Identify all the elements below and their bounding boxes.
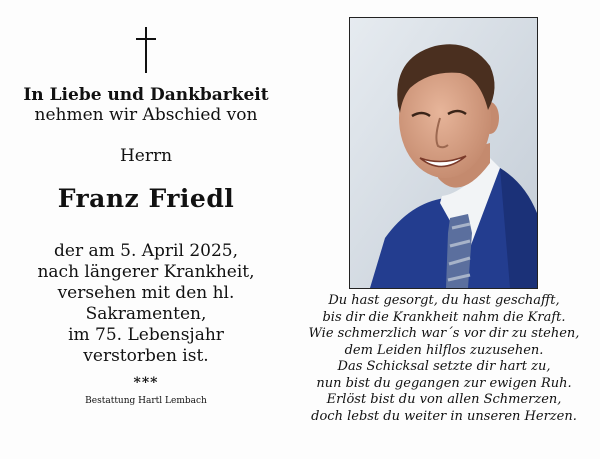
details-block [0,241,292,367]
poem-line-3: Wie schmerzlich war´s vor dir zu stehen, [308,326,580,341]
poem-line-2: bis dir die Krankheit nahm die Kraft. [322,309,566,325]
intro-block [0,85,292,125]
poem-line-4: dem Leiden hilflos zuzusehen. [344,342,544,358]
portrait-photo [349,17,538,289]
poem-line-5: Das Schicksal setzte dir hart zu, [337,359,551,374]
separator-stars: *** [133,375,159,391]
detail-line-2: nach längerer Krankheit, [37,262,255,282]
detail-line-4: im 75. Lebensjahr [68,325,224,345]
cross-icon [134,27,158,73]
funeral-home: Bestattung Hartl Lembach [85,396,207,406]
intro-line-2: nehmen wir Abschied von [34,105,258,125]
poem-line-8: doch lebst du weiter in unseren Herzen. [311,408,577,424]
salutation: Herrn [119,146,173,166]
detail-line-3: versehen mit den hl. Sakramenten, [57,283,235,324]
poem-line-1: Du hast gesorgt, du hast geschafft, [328,293,560,308]
poem-line-6: nun bist du gegangen zur ewigen Ruh. [316,375,572,391]
deceased-name: Franz Friedl [57,184,235,213]
poem [306,293,582,425]
detail-line-1: der am 5. April 2025, [54,241,238,261]
detail-line-5: verstorben ist. [83,346,209,366]
poem-line-7: Erlöst bist du von allen Schmerzen, [326,392,562,407]
intro-line-1: In Liebe und Dankbarkeit [23,85,269,105]
